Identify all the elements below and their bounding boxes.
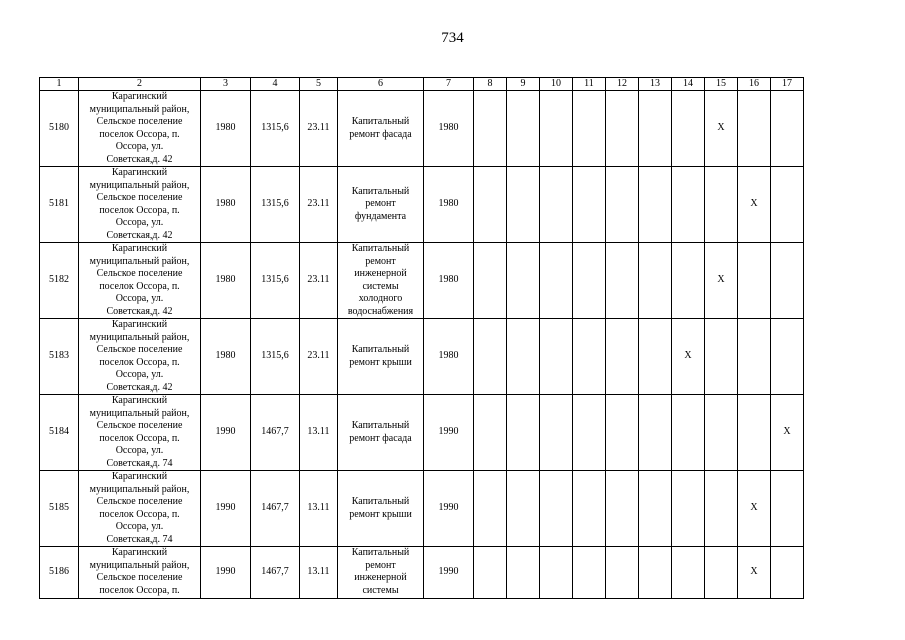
code-cell: 23.11 — [300, 243, 338, 319]
year-cell: 1990 — [424, 395, 474, 471]
period-mark-cell — [474, 167, 507, 243]
year-cell: 1980 — [201, 167, 251, 243]
period-mark-cell — [540, 547, 573, 599]
period-mark-cell — [672, 547, 705, 599]
period-mark-cell: Х — [705, 91, 738, 167]
period-mark-cell — [771, 243, 804, 319]
period-mark-cell — [540, 243, 573, 319]
period-mark-cell — [639, 319, 672, 395]
period-mark-cell — [540, 91, 573, 167]
period-mark-cell — [507, 547, 540, 599]
work-type-cell: Капитальный ремонт фасада — [338, 91, 424, 167]
period-mark-cell — [507, 167, 540, 243]
row-number-cell: 5180 — [40, 91, 79, 167]
period-mark-cell — [771, 167, 804, 243]
work-type-cell: Капитальный ремонт инженерной системы холодного водоснабжения — [338, 243, 424, 319]
address-cell: Карагинский муниципальный район, Сельское поселение поселок Оссора, п. Оссора, ул. Советская,д. 74 — [79, 395, 201, 471]
address-cell: Карагинский муниципальный район, Сельское поселение поселок Оссора, п. Оссора, ул. Советская,д. 42 — [79, 319, 201, 395]
period-mark-cell — [705, 547, 738, 599]
column-number-header: 4 — [251, 78, 300, 91]
period-mark-cell — [771, 547, 804, 599]
year-cell: 1980 — [424, 243, 474, 319]
column-number-header: 9 — [507, 78, 540, 91]
page-number: 734 — [441, 30, 464, 46]
period-mark-cell — [540, 167, 573, 243]
period-mark-cell — [672, 471, 705, 547]
year-cell: 1990 — [201, 395, 251, 471]
code-cell: 23.11 — [300, 91, 338, 167]
year-cell: 1990 — [424, 547, 474, 599]
period-mark-cell — [507, 395, 540, 471]
row-number-cell: 5183 — [40, 319, 79, 395]
year-cell: 1980 — [424, 319, 474, 395]
work-type-cell: Капитальный ремонт фасада — [338, 395, 424, 471]
code-cell: 13.11 — [300, 395, 338, 471]
period-mark-cell — [672, 243, 705, 319]
period-mark-cell — [738, 395, 771, 471]
period-mark-cell — [672, 167, 705, 243]
period-mark-cell — [540, 471, 573, 547]
column-number-row — [40, 78, 804, 91]
period-mark-cell — [474, 243, 507, 319]
period-mark-cell — [771, 471, 804, 547]
address-cell: Карагинский муниципальный район, Сельское поселение поселок Оссора, п. Оссора, ул. Советская,д. 42 — [79, 167, 201, 243]
period-mark-cell — [540, 395, 573, 471]
area-cell: 1315,6 — [251, 243, 300, 319]
period-mark-cell — [573, 395, 606, 471]
table-row — [40, 395, 804, 471]
row-number-cell: 5185 — [40, 471, 79, 547]
table-row — [40, 547, 804, 599]
period-mark-cell — [573, 91, 606, 167]
table-row — [40, 91, 804, 167]
period-mark-cell — [474, 395, 507, 471]
work-type-cell: Капитальный ремонт крыши — [338, 471, 424, 547]
year-cell: 1980 — [424, 91, 474, 167]
area-cell: 1467,7 — [251, 395, 300, 471]
period-mark-cell — [606, 471, 639, 547]
area-cell: 1315,6 — [251, 319, 300, 395]
table-row — [40, 167, 804, 243]
period-mark-cell: Х — [738, 547, 771, 599]
period-mark-cell — [771, 91, 804, 167]
period-mark-cell — [672, 395, 705, 471]
period-mark-cell — [639, 243, 672, 319]
period-mark-cell — [639, 471, 672, 547]
period-mark-cell — [573, 243, 606, 319]
period-mark-cell — [705, 167, 738, 243]
period-mark-cell — [738, 243, 771, 319]
work-type-cell: Капитальный ремонт инженерной системы — [338, 547, 424, 599]
year-cell: 1980 — [424, 167, 474, 243]
period-mark-cell — [474, 547, 507, 599]
period-mark-cell — [738, 319, 771, 395]
period-mark-cell — [705, 395, 738, 471]
column-number-header: 11 — [573, 78, 606, 91]
area-cell: 1467,7 — [251, 547, 300, 599]
column-number-header: 17 — [771, 78, 804, 91]
column-number-header: 14 — [672, 78, 705, 91]
area-cell: 1315,6 — [251, 167, 300, 243]
period-mark-cell: Х — [705, 243, 738, 319]
year-cell: 1980 — [201, 91, 251, 167]
address-cell: Карагинский муниципальный район, Сельское поселение поселок Оссора, п. Оссора, ул. Советская,д. 74 — [79, 471, 201, 547]
period-mark-cell — [606, 547, 639, 599]
address-cell: Карагинский муниципальный район, Сельское поселение поселок Оссора, п. Оссора, ул. Советская,д. 42 — [79, 91, 201, 167]
work-type-cell: Капитальный ремонт крыши — [338, 319, 424, 395]
row-number-cell: 5181 — [40, 167, 79, 243]
column-number-header: 2 — [79, 78, 201, 91]
column-number-header: 1 — [40, 78, 79, 91]
period-mark-cell — [474, 471, 507, 547]
period-mark-cell — [738, 91, 771, 167]
column-number-header: 8 — [474, 78, 507, 91]
column-number-header: 16 — [738, 78, 771, 91]
year-cell: 1990 — [424, 471, 474, 547]
period-mark-cell — [507, 91, 540, 167]
table-row — [40, 471, 804, 547]
code-cell: 23.11 — [300, 167, 338, 243]
period-mark-cell — [639, 167, 672, 243]
work-type-cell: Капитальный ремонт фундамента — [338, 167, 424, 243]
period-mark-cell — [639, 547, 672, 599]
table-row — [40, 243, 804, 319]
period-mark-cell — [573, 319, 606, 395]
period-mark-cell — [573, 471, 606, 547]
period-mark-cell: Х — [738, 471, 771, 547]
row-number-cell: 5182 — [40, 243, 79, 319]
period-mark-cell: Х — [672, 319, 705, 395]
period-mark-cell: Х — [771, 395, 804, 471]
period-mark-cell — [606, 91, 639, 167]
period-mark-cell — [771, 319, 804, 395]
period-mark-cell — [606, 167, 639, 243]
period-mark-cell — [606, 243, 639, 319]
period-mark-cell — [606, 395, 639, 471]
code-cell: 13.11 — [300, 547, 338, 599]
period-mark-cell — [672, 91, 705, 167]
period-mark-cell — [540, 319, 573, 395]
code-cell: 13.11 — [300, 471, 338, 547]
year-cell: 1980 — [201, 319, 251, 395]
period-mark-cell — [474, 91, 507, 167]
table-row — [40, 319, 804, 395]
address-cell: Карагинский муниципальный район, Сельское поселение поселок Оссора, п. Оссора, ул. Советская,д. 42 — [79, 243, 201, 319]
address-cell: Карагинский муниципальный район, Сельское поселение поселок Оссора, п. — [79, 547, 201, 599]
period-mark-cell — [507, 243, 540, 319]
period-mark-cell: Х — [738, 167, 771, 243]
column-number-header: 13 — [639, 78, 672, 91]
period-mark-cell — [573, 547, 606, 599]
capital-repair-table — [39, 77, 804, 599]
year-cell: 1990 — [201, 471, 251, 547]
period-mark-cell — [639, 91, 672, 167]
column-number-header: 10 — [540, 78, 573, 91]
period-mark-cell — [639, 395, 672, 471]
column-number-header: 3 — [201, 78, 251, 91]
column-number-header: 7 — [424, 78, 474, 91]
year-cell: 1980 — [201, 243, 251, 319]
period-mark-cell — [606, 319, 639, 395]
column-number-header: 15 — [705, 78, 738, 91]
period-mark-cell — [705, 319, 738, 395]
period-mark-cell — [474, 319, 507, 395]
area-cell: 1315,6 — [251, 91, 300, 167]
column-number-header: 6 — [338, 78, 424, 91]
code-cell: 23.11 — [300, 319, 338, 395]
table-body — [40, 91, 804, 599]
column-number-header: 12 — [606, 78, 639, 91]
period-mark-cell — [705, 471, 738, 547]
column-number-header: 5 — [300, 78, 338, 91]
year-cell: 1990 — [201, 547, 251, 599]
period-mark-cell — [573, 167, 606, 243]
area-cell: 1467,7 — [251, 471, 300, 547]
period-mark-cell — [507, 319, 540, 395]
row-number-cell: 5186 — [40, 547, 79, 599]
row-number-cell: 5184 — [40, 395, 79, 471]
period-mark-cell — [507, 471, 540, 547]
